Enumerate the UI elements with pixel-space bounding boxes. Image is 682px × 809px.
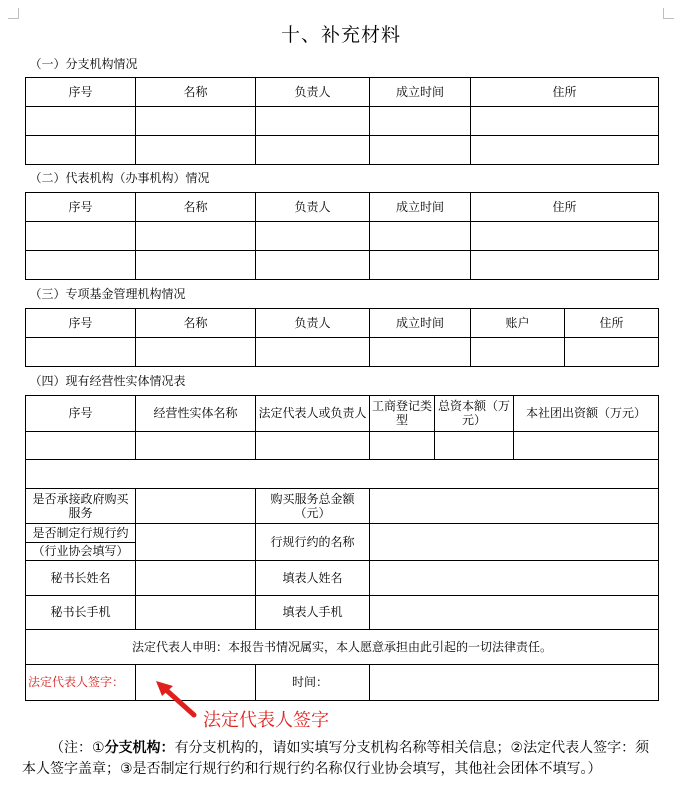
input-cell[interactable] (471, 106, 659, 135)
header-cell: 法定代表人或负责人 (256, 395, 370, 431)
section-heading-branches: （一）分支机构情况 (26, 52, 659, 77)
footnote-text: 有分支机构的，请如实填写分支机构名称等相关信息；②法定代表人签字：须本人签字盖章；③是否制定行规行约和行规行约名称仅行业协会填写，其他社会团体不填写。） (22, 740, 650, 777)
section-heading-special-fund: （三）专项基金管理机构情况 (26, 279, 659, 308)
gov-purchase-label: 是否承接政府购买服务 (26, 488, 136, 523)
input-cell[interactable] (256, 221, 370, 250)
input-cell[interactable] (256, 135, 370, 164)
input-cell[interactable] (136, 431, 256, 459)
page-title: 十、补充材料 (280, 24, 401, 46)
input-cell[interactable] (136, 221, 256, 250)
filler-phone-label: 填表人手机 (256, 595, 370, 629)
header-cell: 序号 (26, 308, 136, 337)
input-cell[interactable] (370, 431, 435, 459)
section-heading-representative-offices: （二）代表机构（办事机构）情况 (26, 164, 659, 192)
blank-row (26, 459, 659, 488)
footnote-prefix: （注：① (50, 740, 105, 756)
header-cell: 住所 (565, 308, 659, 337)
sec-general-phone-input[interactable] (136, 595, 256, 629)
header-cell: 经营性实体名称 (136, 395, 256, 431)
input-cell[interactable] (471, 250, 659, 279)
input-cell[interactable] (370, 106, 471, 135)
input-cell[interactable] (26, 135, 136, 164)
page-corner-mark (8, 8, 19, 19)
input-cell[interactable] (256, 250, 370, 279)
input-cell[interactable] (471, 221, 659, 250)
header-cell: 名称 (136, 192, 256, 221)
signature-annotation: 法定代表人签字 (203, 710, 329, 731)
conduct-rules-name-label: 行规行约的名称 (256, 523, 370, 560)
input-cell[interactable] (136, 135, 256, 164)
header-cell: 账户 (471, 308, 565, 337)
purchase-total-input[interactable] (370, 488, 659, 523)
input-cell[interactable] (435, 431, 514, 459)
annotation-arrow-icon (150, 678, 200, 720)
input-cell[interactable] (256, 106, 370, 135)
conduct-rules-question: 是否制定行规行约 (26, 523, 136, 542)
time-label: 时间： (256, 664, 370, 700)
input-cell[interactable] (136, 337, 256, 366)
purchase-total-label: 购买服务总金额（元） (256, 488, 370, 523)
conduct-rules-note: （行业协会填写） (26, 542, 136, 560)
legal-rep-signature-label: 法定代表人签字： (26, 664, 136, 700)
section-heading-business-entities: （四）现有经营性实体情况表 (26, 366, 659, 395)
input-cell[interactable] (26, 337, 136, 366)
header-cell: 序号 (26, 77, 136, 106)
header-cell: 本社团出资额（万元） (514, 395, 659, 431)
sec-general-name-input[interactable] (136, 560, 256, 595)
input-cell[interactable] (256, 337, 370, 366)
header-cell: 成立时间 (370, 308, 471, 337)
input-cell[interactable] (471, 337, 565, 366)
input-cell[interactable] (565, 337, 659, 366)
header-cell: 名称 (136, 77, 256, 106)
header-cell: 负责人 (256, 308, 370, 337)
filler-phone-input[interactable] (370, 595, 659, 629)
header-cell: 住所 (471, 192, 659, 221)
declaration-text: 法定代表人申明：本报告书情况属实，本人愿意承担由此引起的一切法律责任。 (26, 629, 659, 664)
input-cell[interactable] (370, 250, 471, 279)
header-cell: 工商登记类型 (370, 395, 435, 431)
header-cell: 负责人 (256, 77, 370, 106)
input-cell[interactable] (26, 431, 136, 459)
sec-general-name-label: 秘书长姓名 (26, 560, 136, 595)
footnote (22, 738, 662, 780)
supplementary-materials-table (25, 52, 659, 701)
input-cell[interactable] (26, 221, 136, 250)
header-cell: 成立时间 (370, 77, 471, 106)
input-cell[interactable] (370, 135, 471, 164)
header-cell: 序号 (26, 395, 136, 431)
input-cell[interactable] (26, 106, 136, 135)
input-cell[interactable] (26, 250, 136, 279)
input-cell[interactable] (514, 431, 659, 459)
footnote-bold-term: 分支机构： (104, 740, 175, 756)
header-cell: 成立时间 (370, 192, 471, 221)
gov-purchase-input[interactable] (136, 488, 256, 523)
sec-general-phone-label: 秘书长手机 (26, 595, 136, 629)
header-cell: 名称 (136, 308, 256, 337)
header-cell: 总资本额（万元） (435, 395, 514, 431)
header-cell: 住所 (471, 77, 659, 106)
page-corner-mark (663, 8, 674, 19)
input-cell[interactable] (370, 221, 471, 250)
conduct-rules-name-input[interactable] (370, 523, 659, 560)
time-input[interactable] (370, 664, 659, 700)
input-cell[interactable] (471, 135, 659, 164)
input-cell[interactable] (136, 250, 256, 279)
conduct-rules-input[interactable] (136, 523, 256, 560)
input-cell[interactable] (136, 106, 256, 135)
input-cell[interactable] (370, 337, 471, 366)
filler-name-label: 填表人姓名 (256, 560, 370, 595)
filler-name-input[interactable] (370, 560, 659, 595)
header-cell: 序号 (26, 192, 136, 221)
input-cell[interactable] (256, 431, 370, 459)
header-cell: 负责人 (256, 192, 370, 221)
